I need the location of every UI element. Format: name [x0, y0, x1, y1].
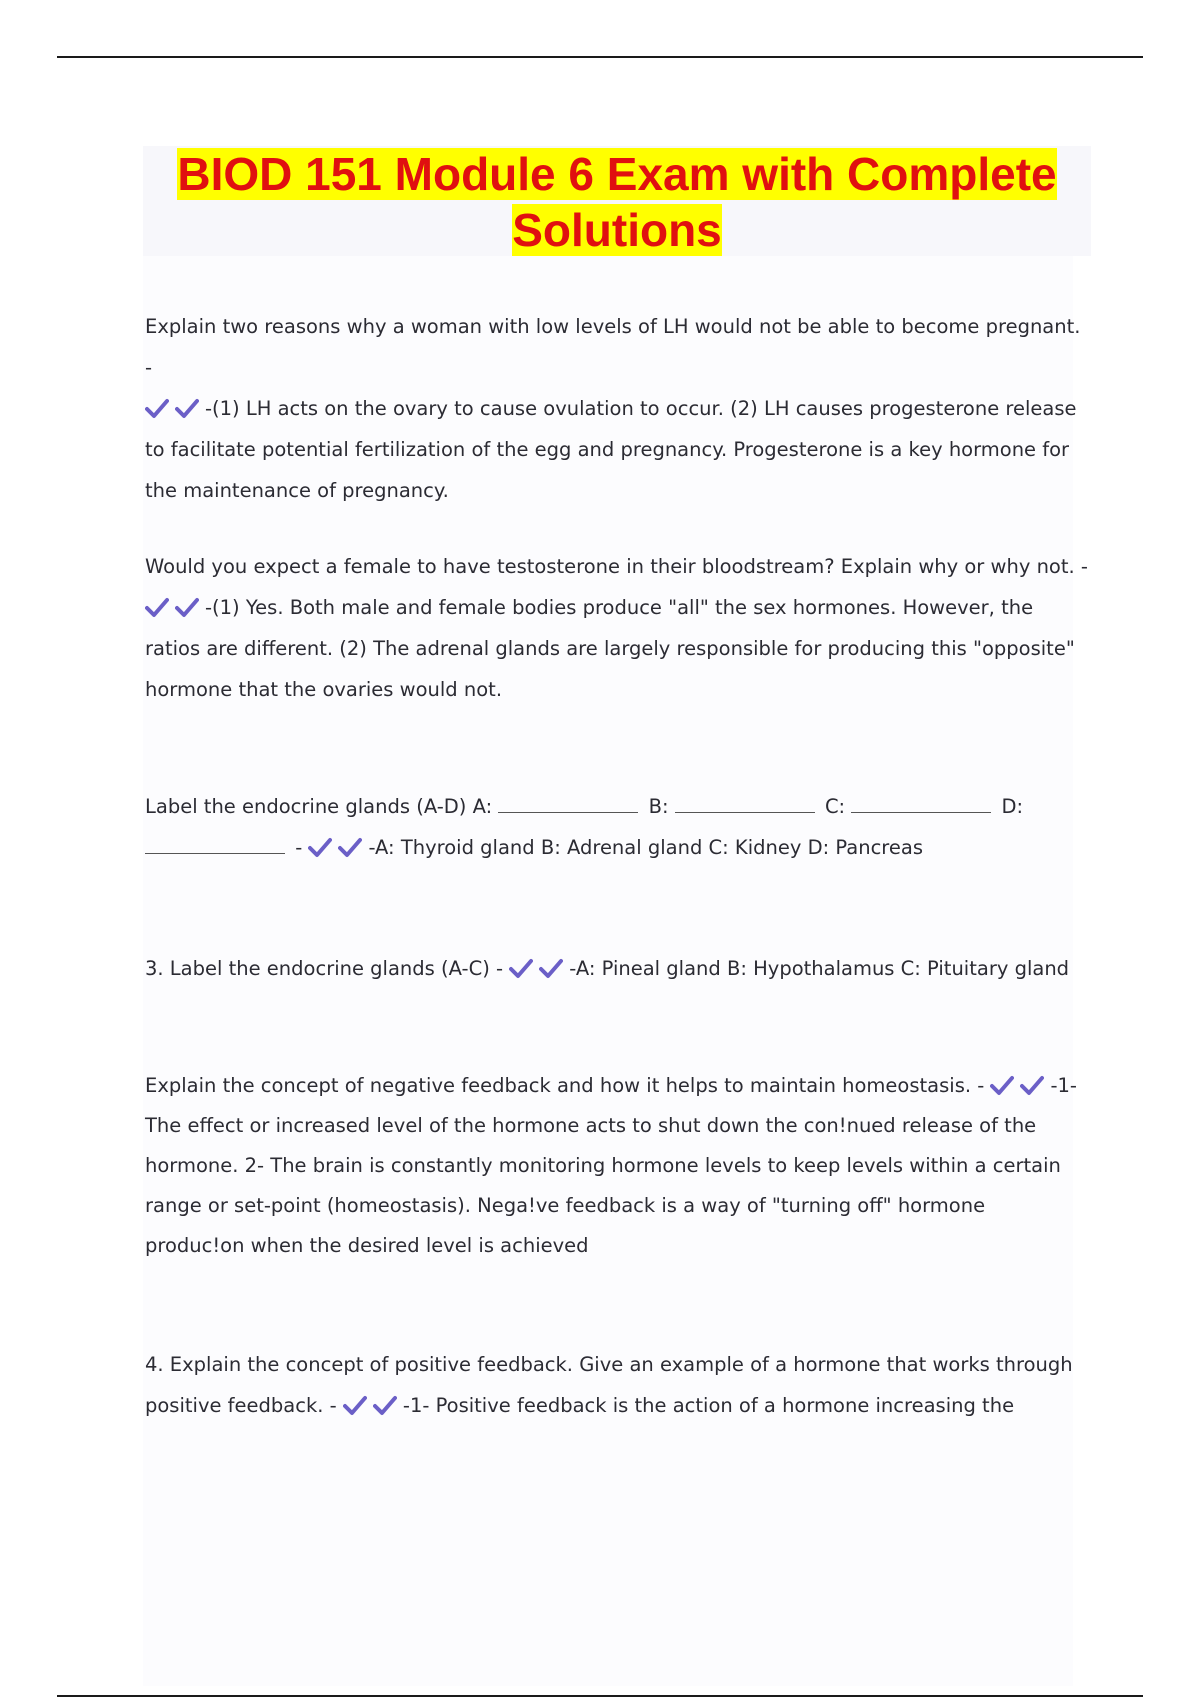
question-label-b: B: — [648, 795, 669, 818]
answer-text: -1- Positive feedback is the action of a hormone increasing the — [402, 1394, 1015, 1417]
page-title-line-2: Solutions — [512, 204, 722, 256]
checkmark-icon — [509, 957, 533, 979]
qa-item-4 — [145, 948, 1090, 989]
bottom-rule — [57, 1695, 1143, 1697]
checkmark-icon — [990, 1074, 1014, 1096]
checkmark-icon — [308, 836, 332, 858]
checkmark-icon — [145, 596, 169, 618]
top-rule — [57, 56, 1143, 58]
qa-item-6 — [145, 1344, 1090, 1426]
blank-line-b — [675, 796, 815, 813]
page-title — [143, 146, 1091, 258]
question-label-c: C: — [824, 795, 846, 818]
question-label-a: Label the endocrine glands (A-D) A: — [145, 795, 493, 818]
question-text: Explain the concept of negative feedback and how it helps to maintain homeostasis. - — [145, 1074, 985, 1097]
question-text: 4. Explain the concept of positive feedback. Give an example of a hormone that works through positive feedback. - — [145, 1353, 1073, 1417]
checkmark-icon — [1020, 1074, 1044, 1096]
question-label-d: D: — [1001, 795, 1024, 818]
checkmark-icon — [343, 1394, 367, 1416]
checkmark-icon — [539, 957, 563, 979]
question-text: Would you expect a female to have testosterone in their bloodstream? Explain why or why not. - — [145, 555, 1088, 578]
answer-text: -A: Pineal gland B: Hypothalamus C: Pituitary gland — [569, 957, 1070, 980]
answer-text: -(1) Yes. Both male and female bodies produce "all" the sex hormones. However, the ratios are different. (2) The adrenal glands are largely responsible for producing this "opposite" hormone that the ovaries would not. — [145, 596, 1075, 701]
qa-item-2 — [145, 546, 1090, 710]
blank-line-c — [851, 796, 991, 813]
checkmark-icon — [338, 836, 362, 858]
checkmark-icon — [145, 397, 169, 419]
answer-text: -1- The effect or increased level of the hormone acts to shut down the con!nued release of the hormone. 2- The brain is constantly monitoring hormone levels to keep levels within a certain range or set-point (homeostasis). Nega!ve feedback is a way of "turning off" hormone produc!on when the desired level is achieved — [145, 1074, 1077, 1257]
checkmark-icon — [175, 596, 199, 618]
qa-item-1 — [145, 306, 1090, 511]
question-text: 3. Label the endocrine glands (A-C) - — [145, 957, 504, 980]
answer-text: -A: Thyroid gland B: Adrenal gland C: Kidney D: Pancreas — [368, 836, 923, 859]
checkmark-icon — [175, 397, 199, 419]
answer-text: -(1) LH acts on the ovary to cause ovulation to occur. (2) LH causes progesterone release to facilitate potential fertilization of the egg and pregnancy. Progesterone is a key hormone for the maintenance of pregnancy. — [145, 397, 1077, 502]
checkmark-icon — [373, 1394, 397, 1416]
qa-item-3 — [145, 786, 1090, 868]
qa-item-5 — [145, 1066, 1090, 1266]
question-text: Explain two reasons why a woman with low levels of LH would not be able to become pregnant. - — [145, 315, 1081, 379]
page-title-line-1: BIOD 151 Module 6 Exam with Complete — [177, 148, 1057, 200]
question-tail: - — [295, 836, 303, 859]
blank-line-a — [498, 796, 638, 813]
blank-line-d — [145, 837, 285, 854]
